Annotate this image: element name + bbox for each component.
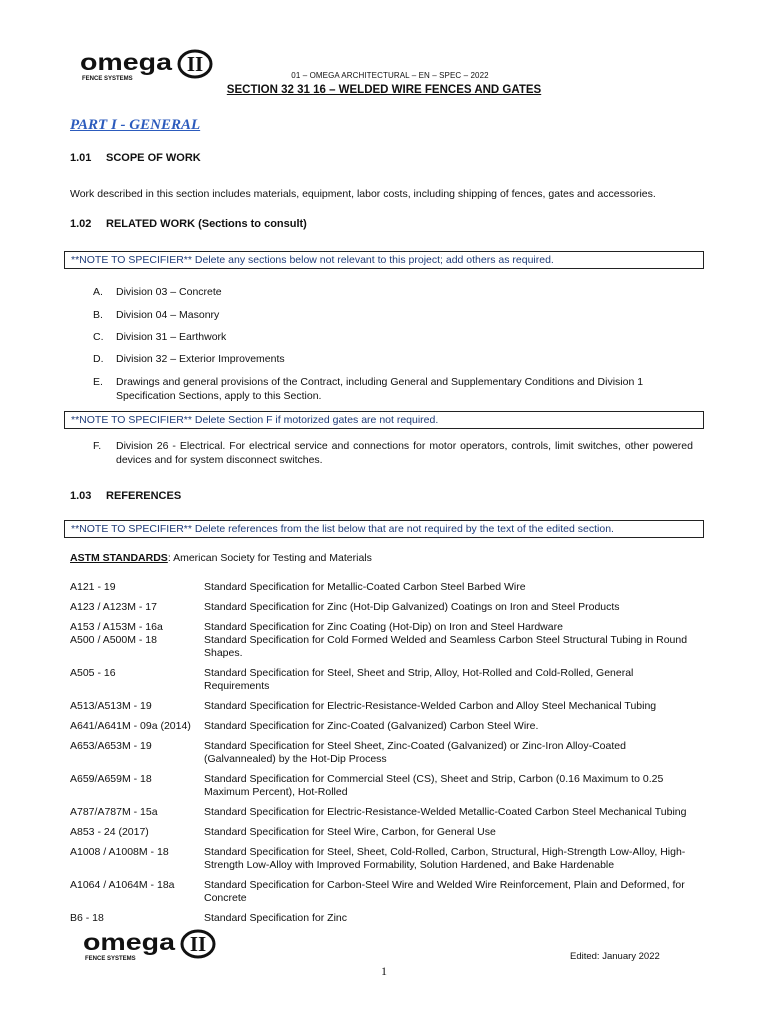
part-title: PART I - GENERAL [70, 117, 201, 133]
svg-text:II: II [189, 932, 207, 956]
table-row: A505 - 16 Standard Specification for Steel, Sheet and Strip, Alloy, Hot-Rolled and Cold-Rolled, General Requirements [70, 667, 634, 692]
omega-logo-bottom [80, 928, 222, 962]
list-item: E. Drawings and general provisions of the Contract, including General and Supplementary Conditions and Division 1 Specification Sections, apply to this Section. [93, 376, 644, 402]
table-row: B6 - 18 Standard Specification for Zinc [70, 912, 347, 924]
table-row: A1064 / A1064M - 18a Standard Specification for Carbon-Steel Wire and Welded Wire Reinforcement, Plain and Deformed, for Concrete [70, 879, 685, 904]
svg-text:II: II [186, 52, 204, 76]
omega-logo-top [78, 48, 218, 82]
note-to-specifier-references: **NOTE TO SPECIFIER** Delete references from the list below that are not required by the text of the edited section. [64, 520, 704, 538]
table-row: A787/A787M - 15a Standard Specification for Electric-Resistance-Welded Metallic-Coated Carbon Steel Mechanical Tubing [70, 806, 687, 818]
astm-standards-heading: ASTM STANDARDS: American Society for Testing and Materials [70, 552, 372, 564]
table-row: A500 / A500M - 18 Standard Specification for Cold Formed Welded and Seamless Carbon Steel Structural Tubing in Round Shapes. [70, 634, 688, 659]
svg-text:omega: omega [83, 929, 176, 955]
table-row: A653/A653M - 19 Standard Specification for Steel Sheet, Zinc-Coated (Galvanized) or Zinc-Iron Alloy-Coated (Galvannealed) by the Hot-Dip Process [70, 740, 626, 765]
page-number: 1 [381, 964, 387, 978]
list-item: A. Division 03 – Concrete [93, 286, 222, 298]
table-row: A153 / A153M - 16a Standard Specification for Zinc Coating (Hot-Dip) on Iron and Steel Hardware [70, 621, 563, 633]
table-row: A1008 / A1008M - 18 Standard Specification for Steel, Sheet, Cold-Rolled, Carbon, Structural, High-Strength Low-Alloy, High-Strength Low-Alloy with Improved Formability, Solution Hardened, and Bake Hardenable [70, 846, 686, 871]
table-row: A121 - 19 Standard Specification for Metallic-Coated Carbon Steel Barbed Wire [70, 581, 526, 593]
list-item: D. Division 32 – Exterior Improvements [93, 353, 285, 365]
table-row: A513/A513M - 19 Standard Specification for Electric-Resistance-Welded Carbon and Alloy Steel Mechanical Tubing [70, 700, 657, 712]
svg-text:FENCE SYSTEMS: FENCE SYSTEMS [82, 76, 133, 82]
list-item: F. Division 26 - Electrical. For electrical service and connections for motor operators, controls, limit switches, other powered devices and for system disconnect switches. [93, 440, 693, 466]
list-item: B. Division 04 – Masonry [93, 309, 220, 321]
heading-references: 1.03 REFERENCES [70, 490, 182, 502]
references-list [70, 581, 700, 925]
edited-date: Edited: January 2022 [570, 951, 660, 962]
table-row: A659/A659M - 18 Standard Specification for Commercial Steel (CS), Sheet and Strip, Carbon (0.16 Maximum to 0.25 Maximum Percent), Hot-Rolled [70, 773, 664, 798]
heading-scope-of-work: 1.01 SCOPE OF WORK [70, 152, 201, 164]
scope-of-work-text: Work described in this section includes materials, equipment, labor costs, including shipping of fences, gates and accessories. [70, 188, 656, 200]
table-row: A853 - 24 (2017) Standard Specification for Steel Wire, Carbon, for General Use [70, 826, 496, 838]
table-row: A123 / A123M - 17 Standard Specification for Zinc (Hot-Dip Galvanized) Coatings on Iron and Steel Products [70, 601, 620, 613]
list-item: C. Division 31 – Earthwork [93, 331, 227, 343]
note-to-specifier-related-work: **NOTE TO SPECIFIER** Delete any sections below not relevant to this project; add others as required. [64, 251, 704, 269]
note-to-specifier-motorized-gates: **NOTE TO SPECIFIER** Delete Section F if motorized gates are not required. [64, 411, 704, 429]
table-row: A641/A641M - 09a (2014) Standard Specification for Zinc-Coated (Galvanized) Carbon Steel Wire. [70, 720, 539, 732]
section-title: SECTION 32 31 16 – WELDED WIRE FENCES AND GATES [226, 84, 542, 96]
document-code: 01 – OMEGA ARCHITECTURAL – EN – SPEC – 2022 [291, 71, 489, 80]
svg-text:omega: omega [80, 49, 173, 75]
svg-text:FENCE SYSTEMS: FENCE SYSTEMS [85, 956, 136, 962]
heading-related-work: 1.02 RELATED WORK (Sections to consult) [70, 218, 307, 230]
